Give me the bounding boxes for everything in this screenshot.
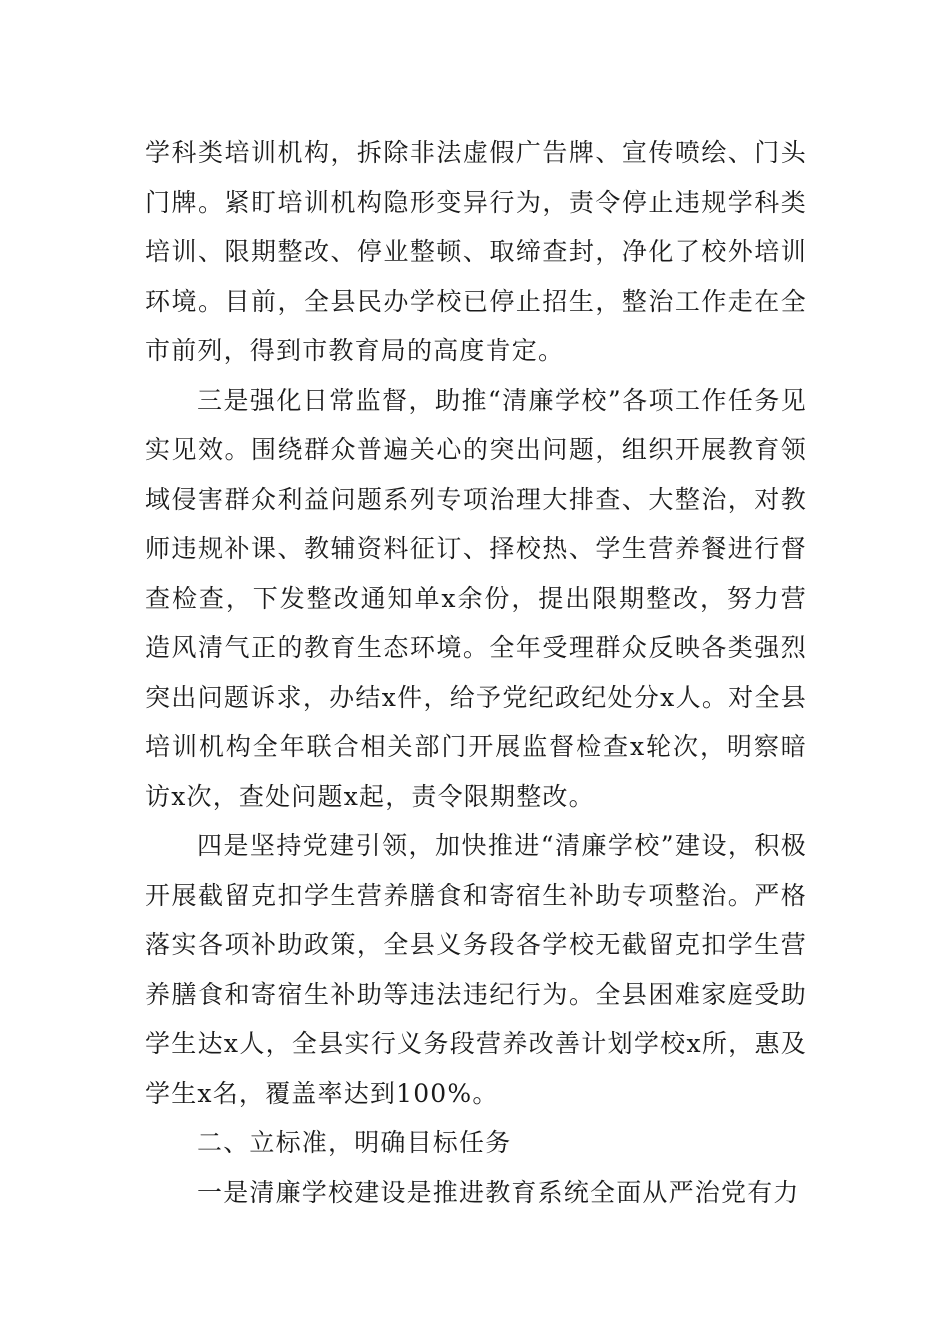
paragraph-clean-school-construction: 一是清廉学校建设是推进教育系统全面从严治党有力 <box>197 1177 800 1207</box>
document-body <box>145 128 807 1217</box>
paragraph-party-building: 四是坚持党建引领，加快推进“清廉学校”建设，积极开展截留克扣学生营养膳食和寄宿生补助专项整治。严格落实各项补助政策，全县义务段各学校无截留克扣学生营养膳食和寄宿生补助等违法违纪行为。全县困难家庭受助学生达x人，全县实行义务段营养改善计划学校x所，惠及学生x名，覆盖率达到100%。 <box>145 831 807 1108</box>
paragraph-daily-supervision: 三是强化日常监督，助推“清廉学校”各项工作任务见实见效。围绕群众普遍关心的突出问题，组织开展教育领域侵害群众利益问题系列专项治理大排查、大整治，对教师违规补课、教辅资料征订、择校热、学生营养餐进行督查检查，下发整改通知单x余份，提出限期整改，努力营造风清气正的教育生态环境。全年受理群众反映各类强烈突出问题诉求，办结x件，给予党纪政纪处分x人。对全县培训机构全年联合相关部门开展监督检查x轮次，明察暗访x次，查处问题x起，责令限期整改。 <box>145 385 807 811</box>
section-heading-standards: 二、立标准，明确目标任务 <box>197 1128 512 1157</box>
paragraph-training-cleanup: 学科类培训机构，拆除非法虚假广告牌、宣传喷绘、门头门牌。紧盯培训机构隐形变异行为，责令停止违规学科类培训、限期整改、停业整顿、取缔查封，净化了校外培训环境。目前，全县民办学校已停止招生，整治工作走在全市前列，得到市教育局的高度肯定。 <box>145 138 807 365</box>
